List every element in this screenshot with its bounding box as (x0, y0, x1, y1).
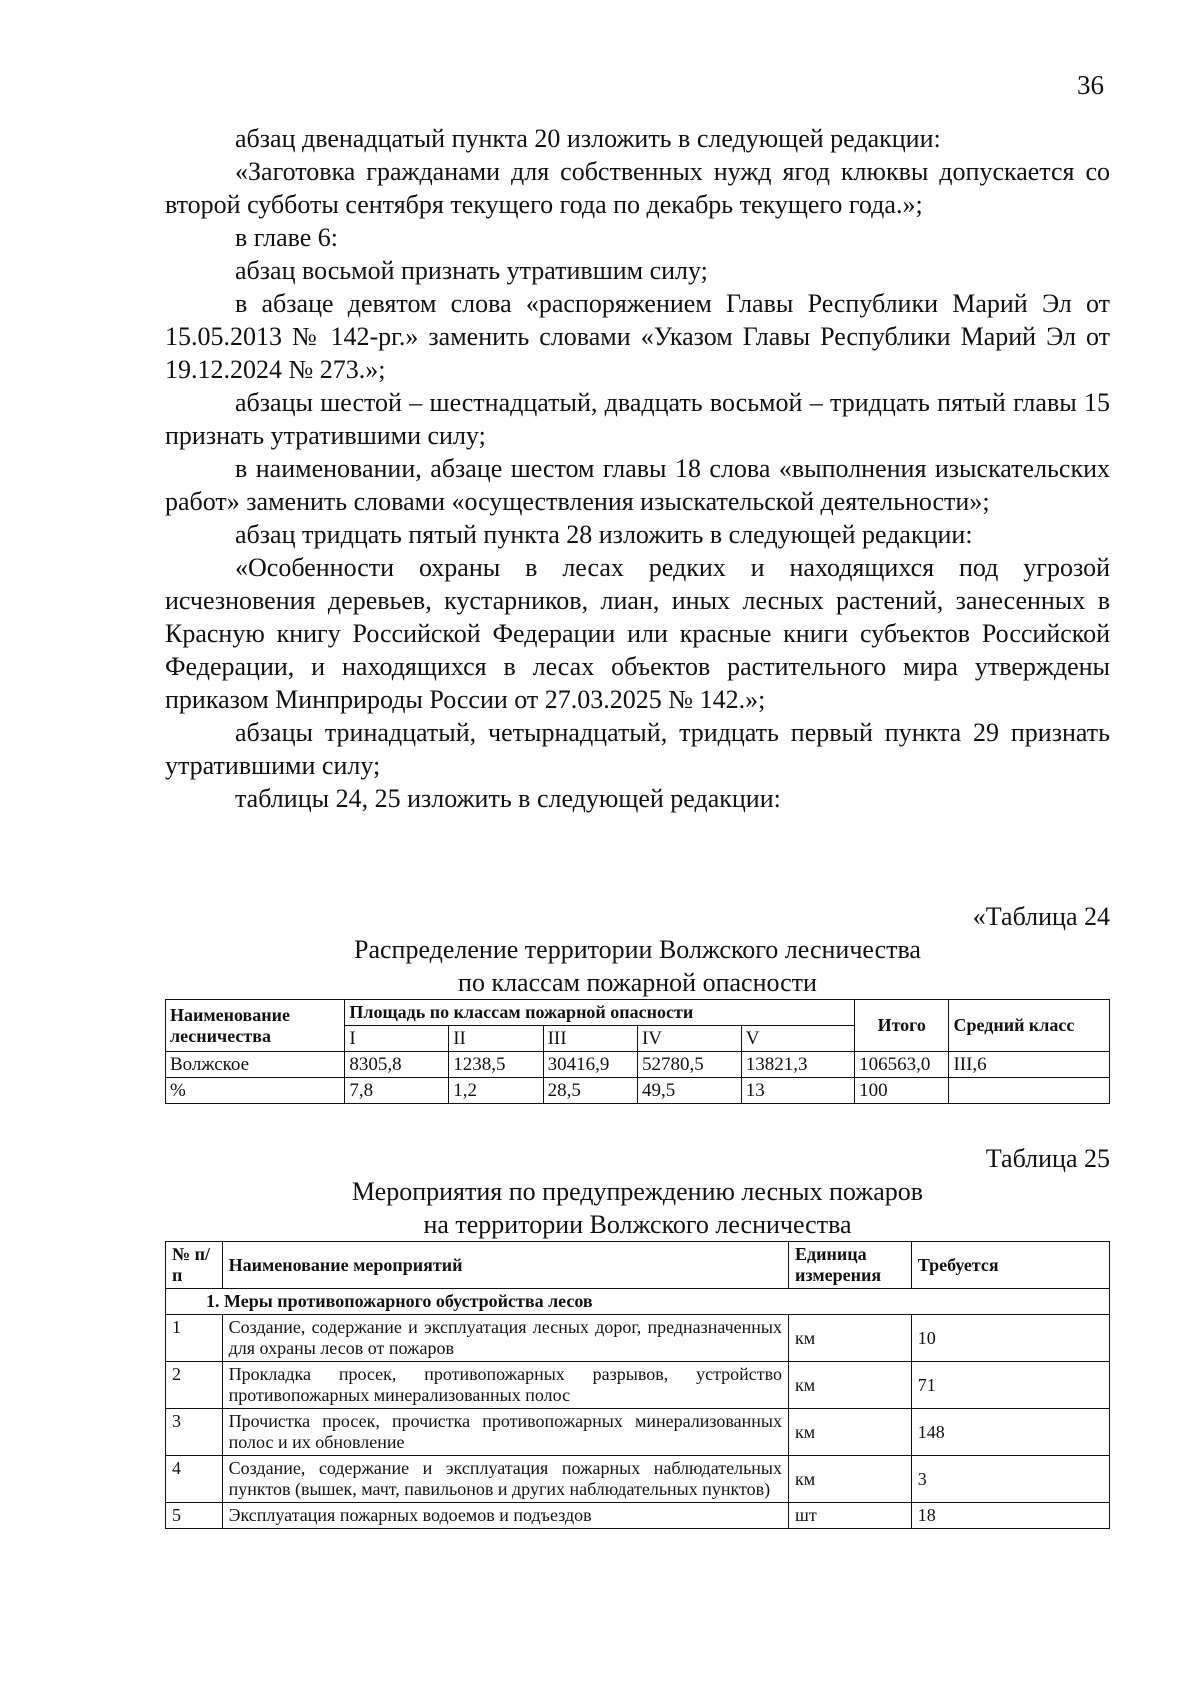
class-header: II (449, 1026, 543, 1052)
paragraph: в главе 6: (235, 223, 339, 252)
cell-value: 28,5 (543, 1078, 637, 1104)
cell-value: 49,5 (637, 1078, 741, 1104)
cell-number: 4 (166, 1456, 223, 1503)
header-average-class: Средний класс (949, 1000, 1110, 1052)
paragraph: абзацы шестой – шестнадцатый, двадцать восьмой – тридцать пятый главы 15 признать утратившими силу; (165, 388, 1110, 450)
document-body (165, 122, 1110, 815)
paragraph: абзац восьмой признать утратившим силу; (235, 256, 708, 285)
cell-number: 2 (166, 1362, 223, 1409)
table-row (166, 1503, 1110, 1529)
cell-required: 10 (911, 1315, 1109, 1362)
paragraph: «Заготовка гражданами для собственных нужд ягод клюквы допускается со второй субботы сентября текущего года по декабрь текущего года.»; (165, 157, 1110, 219)
cell-total: 100 (855, 1078, 949, 1104)
cell-name: % (166, 1078, 345, 1104)
header-unit: Единица измерения (789, 1242, 912, 1289)
cell-average: III,6 (949, 1052, 1110, 1078)
table-25-block (165, 1142, 1110, 1529)
paragraph: таблицы 24, 25 изложить в следующей редакции: (235, 784, 781, 813)
cell-unit: км (789, 1409, 912, 1456)
cell-unit: км (789, 1362, 912, 1409)
paragraph: в наименовании, абзаце шестом главы 18 слова «выполнения изыскательских работ» заменить словами «осуществления изыскательской деятельности»; (165, 454, 1110, 516)
table-24-title: Распределение территории Волжского лесничества (354, 935, 921, 964)
cell-measure: Прокладка просек, противопожарных разрывов, устройство противопожарных минерализованных полос (222, 1362, 788, 1409)
cell-value: 13 (741, 1078, 854, 1104)
table-row (166, 1078, 1110, 1104)
table-24-subtitle: по классам пожарной опасности (458, 968, 817, 997)
cell-number: 5 (166, 1503, 223, 1529)
cell-required: 3 (911, 1456, 1109, 1503)
cell-value: 7,8 (345, 1078, 449, 1104)
cell-average (949, 1078, 1110, 1104)
cell-value: 13821,3 (741, 1052, 854, 1078)
cell-measure: Создание, содержание и эксплуатация пожарных наблюдательных пунктов (вышек, мачт, павильонов и других наблюдательных пунктов) (222, 1456, 788, 1503)
cell-value: 8305,8 (345, 1052, 449, 1078)
paragraph: «Особенности охраны в лесах редких и находящихся под угрозой исчезновения деревьев, кустарников, лиан, иных лесных растений, занесенных в Красную книгу Российской Федерации или красные книги субъектов Российской Федерации, и находящихся в лесах объектов растительного мира утверждены приказом Минприроды России от 27.03.2025 № 142.»; (165, 553, 1110, 714)
table-row (166, 1409, 1110, 1456)
cell-value: 1,2 (449, 1078, 543, 1104)
class-header: I (345, 1026, 449, 1052)
table-row (166, 1052, 1110, 1078)
page-number: 36 (1077, 70, 1104, 100)
header-measure-name: Наименование мероприятий (222, 1242, 788, 1289)
table-row (166, 1456, 1110, 1503)
table-25-label: Таблица 25 (985, 1144, 1110, 1173)
cell-required: 71 (911, 1362, 1109, 1409)
cell-total: 106563,0 (855, 1052, 949, 1078)
table-row (166, 1315, 1110, 1362)
section-heading: 1. Меры противопожарного обустройства лесов (166, 1289, 1110, 1315)
cell-required: 18 (911, 1503, 1109, 1529)
class-header: IV (637, 1026, 741, 1052)
cell-unit: шт (789, 1503, 912, 1529)
table-24-label: «Таблица 24 (972, 902, 1110, 931)
table-25 (165, 1241, 1110, 1529)
paragraph: абзац тридцать пятый пункта 28 изложить в следующей редакции: (235, 520, 973, 549)
table-24-block (165, 902, 1110, 1104)
cell-measure: Эксплуатация пожарных водоемов и подъездов (222, 1503, 788, 1529)
cell-value: 1238,5 (449, 1052, 543, 1078)
cell-number: 3 (166, 1409, 223, 1456)
cell-required: 148 (911, 1409, 1109, 1456)
cell-value: 52780,5 (637, 1052, 741, 1078)
paragraph: абзац двенадцатый пункта 20 изложить в следующей редакции: (235, 124, 941, 153)
class-header: V (741, 1026, 854, 1052)
paragraph: абзацы тринадцатый, четырнадцатый, тридцать первый пункта 29 признать утратившими силу; (165, 718, 1110, 780)
table-25-subtitle: на территории Волжского лесничества (423, 1210, 852, 1239)
header-required: Требуется (911, 1242, 1109, 1289)
cell-number: 1 (166, 1315, 223, 1362)
cell-name: Волжское (166, 1052, 345, 1078)
header-area-by-class: Площадь по классам пожарной опасности (345, 1000, 855, 1026)
table-row (166, 1362, 1110, 1409)
cell-measure: Создание, содержание и эксплуатация лесных дорог, предназначенных для охраны лесов от пожаров (222, 1315, 788, 1362)
table-24 (165, 999, 1110, 1104)
header-total: Итого (855, 1000, 949, 1052)
table-25-title: Мероприятия по предупреждению лесных пожаров (351, 1177, 924, 1206)
header-number: № п/п (166, 1242, 223, 1289)
cell-measure: Прочистка просек, прочистка противопожарных минерализованных полос и их обновление (222, 1409, 788, 1456)
class-header: III (543, 1026, 637, 1052)
cell-value: 30416,9 (543, 1052, 637, 1078)
cell-unit: км (789, 1315, 912, 1362)
paragraph: в абзаце девятом слова «распоряжением Главы Республики Марий Эл от 15.05.2013 № 142-рг.» заменить словами «Указом Главы Республики Марий Эл от 19.12.2024 № 273.»; (165, 289, 1110, 384)
header-forestry-name: Наименование лесничества (166, 1000, 345, 1052)
cell-unit: км (789, 1456, 912, 1503)
